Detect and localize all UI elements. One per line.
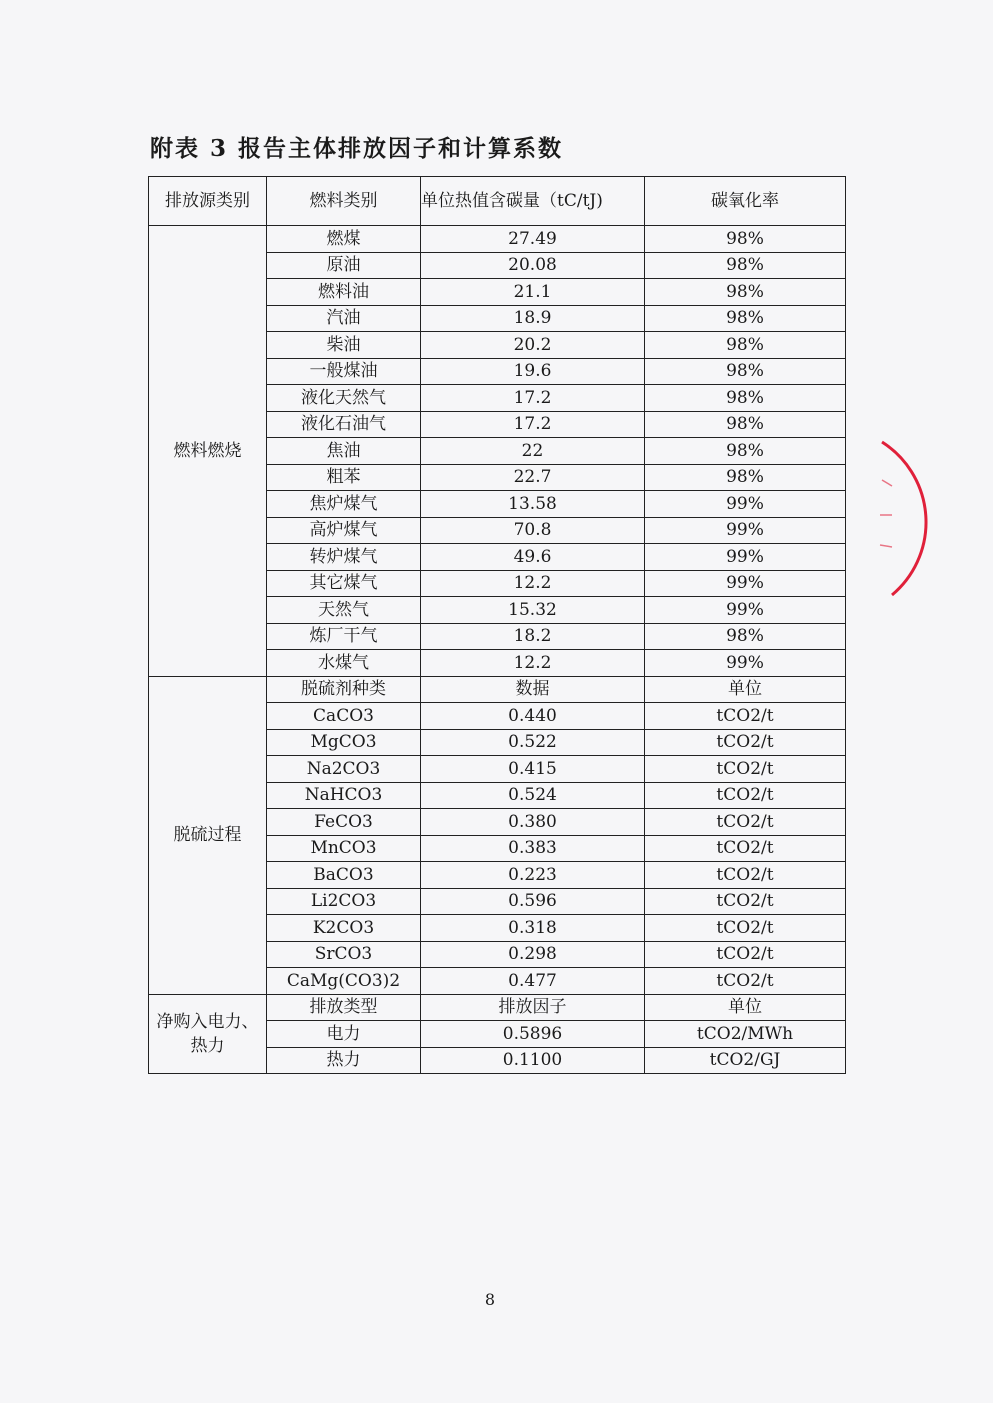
name-cell: MgCO3 bbox=[267, 729, 421, 756]
name-cell: 液化天然气 bbox=[267, 385, 421, 412]
value-cell: 0.383 bbox=[421, 835, 645, 862]
value-cell: 49.6 bbox=[421, 544, 645, 571]
unit-cell: tCO2/t bbox=[645, 729, 846, 756]
name-cell: 汽油 bbox=[267, 305, 421, 332]
name-cell: MnCO3 bbox=[267, 835, 421, 862]
value-cell: 70.8 bbox=[421, 517, 645, 544]
value-cell: 12.2 bbox=[421, 570, 645, 597]
document-title: 附表 3 报告主体排放因子和计算系数 bbox=[150, 135, 564, 162]
value-cell: 0.298 bbox=[421, 941, 645, 968]
unit-cell: 98% bbox=[645, 385, 846, 412]
value-cell: 0.5896 bbox=[421, 1021, 645, 1048]
header-cell: 排放源类别 bbox=[149, 177, 267, 226]
header-cell: 单位热值含碳量（tC/tJ) bbox=[421, 177, 645, 226]
unit-cell: 98% bbox=[645, 438, 846, 465]
unit-cell: tCO2/t bbox=[645, 809, 846, 836]
unit-cell: 98% bbox=[645, 305, 846, 332]
value-cell: 0.440 bbox=[421, 703, 645, 730]
header-cell: 碳氧化率 bbox=[645, 177, 846, 226]
unit-cell: tCO2/GJ bbox=[645, 1047, 846, 1074]
category-cell: 燃料燃烧 bbox=[149, 226, 267, 677]
value-cell: 排放因子 bbox=[421, 994, 645, 1021]
name-cell: 脱硫剂种类 bbox=[267, 676, 421, 703]
name-cell: 转炉煤气 bbox=[267, 544, 421, 571]
name-cell: 燃煤 bbox=[267, 226, 421, 253]
unit-cell: 99% bbox=[645, 517, 846, 544]
value-cell: 0.596 bbox=[421, 888, 645, 915]
name-cell: CaCO3 bbox=[267, 703, 421, 730]
name-cell: Li2CO3 bbox=[267, 888, 421, 915]
value-cell: 18.2 bbox=[421, 623, 645, 650]
value-cell: 21.1 bbox=[421, 279, 645, 306]
name-cell: 水煤气 bbox=[267, 650, 421, 677]
value-cell: 数据 bbox=[421, 676, 645, 703]
name-cell: SrCO3 bbox=[267, 941, 421, 968]
value-cell: 13.58 bbox=[421, 491, 645, 518]
table-header-row bbox=[149, 177, 846, 226]
name-cell: 电力 bbox=[267, 1021, 421, 1048]
value-cell: 20.08 bbox=[421, 252, 645, 279]
unit-cell: tCO2/MWh bbox=[645, 1021, 846, 1048]
value-cell: 0.415 bbox=[421, 756, 645, 783]
seal-image bbox=[820, 430, 935, 605]
unit-cell: tCO2/t bbox=[645, 888, 846, 915]
unit-cell: 99% bbox=[645, 597, 846, 624]
page-number: 8 bbox=[484, 1290, 496, 1309]
name-cell: 液化石油气 bbox=[267, 411, 421, 438]
unit-cell: 98% bbox=[645, 226, 846, 253]
unit-cell: 99% bbox=[645, 491, 846, 518]
value-cell: 27.49 bbox=[421, 226, 645, 253]
value-cell: 12.2 bbox=[421, 650, 645, 677]
unit-cell: tCO2/t bbox=[645, 782, 846, 809]
value-cell: 17.2 bbox=[421, 385, 645, 412]
company-seal bbox=[820, 430, 935, 605]
unit-cell: 99% bbox=[645, 570, 846, 597]
value-cell: 0.522 bbox=[421, 729, 645, 756]
unit-cell: 98% bbox=[645, 623, 846, 650]
category-cell: 净购入电力、热力 bbox=[149, 994, 267, 1074]
value-cell: 15.32 bbox=[421, 597, 645, 624]
value-cell: 0.380 bbox=[421, 809, 645, 836]
value-cell: 0.524 bbox=[421, 782, 645, 809]
unit-cell: 98% bbox=[645, 411, 846, 438]
table-row bbox=[149, 994, 846, 1021]
unit-cell: tCO2/t bbox=[645, 915, 846, 942]
name-cell: 炼厂干气 bbox=[267, 623, 421, 650]
name-cell: 天然气 bbox=[267, 597, 421, 624]
unit-cell: 98% bbox=[645, 358, 846, 385]
name-cell: 柴油 bbox=[267, 332, 421, 359]
unit-cell: 99% bbox=[645, 650, 846, 677]
value-cell: 0.477 bbox=[421, 968, 645, 995]
unit-cell: 98% bbox=[645, 279, 846, 306]
name-cell: FeCO3 bbox=[267, 809, 421, 836]
value-cell: 0.318 bbox=[421, 915, 645, 942]
name-cell: BaCO3 bbox=[267, 862, 421, 889]
unit-cell: 单位 bbox=[645, 994, 846, 1021]
name-cell: 燃料油 bbox=[267, 279, 421, 306]
name-cell: 原油 bbox=[267, 252, 421, 279]
table-row bbox=[149, 226, 846, 253]
name-cell: NaHCO3 bbox=[267, 782, 421, 809]
name-cell: 一般煤油 bbox=[267, 358, 421, 385]
unit-cell: tCO2/t bbox=[645, 756, 846, 783]
category-cell: 脱硫过程 bbox=[149, 676, 267, 994]
value-cell: 17.2 bbox=[421, 411, 645, 438]
table-row bbox=[149, 676, 846, 703]
unit-cell: tCO2/t bbox=[645, 862, 846, 889]
unit-cell: 98% bbox=[645, 252, 846, 279]
emission-factor-table bbox=[148, 176, 846, 1074]
unit-cell: tCO2/t bbox=[645, 941, 846, 968]
name-cell: 其它煤气 bbox=[267, 570, 421, 597]
unit-cell: 98% bbox=[645, 464, 846, 491]
unit-cell: tCO2/t bbox=[645, 703, 846, 730]
value-cell: 0.223 bbox=[421, 862, 645, 889]
name-cell: 热力 bbox=[267, 1047, 421, 1074]
value-cell: 0.1100 bbox=[421, 1047, 645, 1074]
name-cell: 排放类型 bbox=[267, 994, 421, 1021]
unit-cell: 99% bbox=[645, 544, 846, 571]
name-cell: 粗苯 bbox=[267, 464, 421, 491]
value-cell: 22 bbox=[421, 438, 645, 465]
header-cell: 燃料类别 bbox=[267, 177, 421, 226]
unit-cell: 98% bbox=[645, 332, 846, 359]
value-cell: 19.6 bbox=[421, 358, 645, 385]
name-cell: 焦炉煤气 bbox=[267, 491, 421, 518]
name-cell: CaMg(CO3)2 bbox=[267, 968, 421, 995]
unit-cell: tCO2/t bbox=[645, 968, 846, 995]
name-cell: 高炉煤气 bbox=[267, 517, 421, 544]
name-cell: 焦油 bbox=[267, 438, 421, 465]
value-cell: 18.9 bbox=[421, 305, 645, 332]
name-cell: K2CO3 bbox=[267, 915, 421, 942]
name-cell: Na2CO3 bbox=[267, 756, 421, 783]
unit-cell: tCO2/t bbox=[645, 835, 846, 862]
value-cell: 20.2 bbox=[421, 332, 645, 359]
value-cell: 22.7 bbox=[421, 464, 645, 491]
unit-cell: 单位 bbox=[645, 676, 846, 703]
